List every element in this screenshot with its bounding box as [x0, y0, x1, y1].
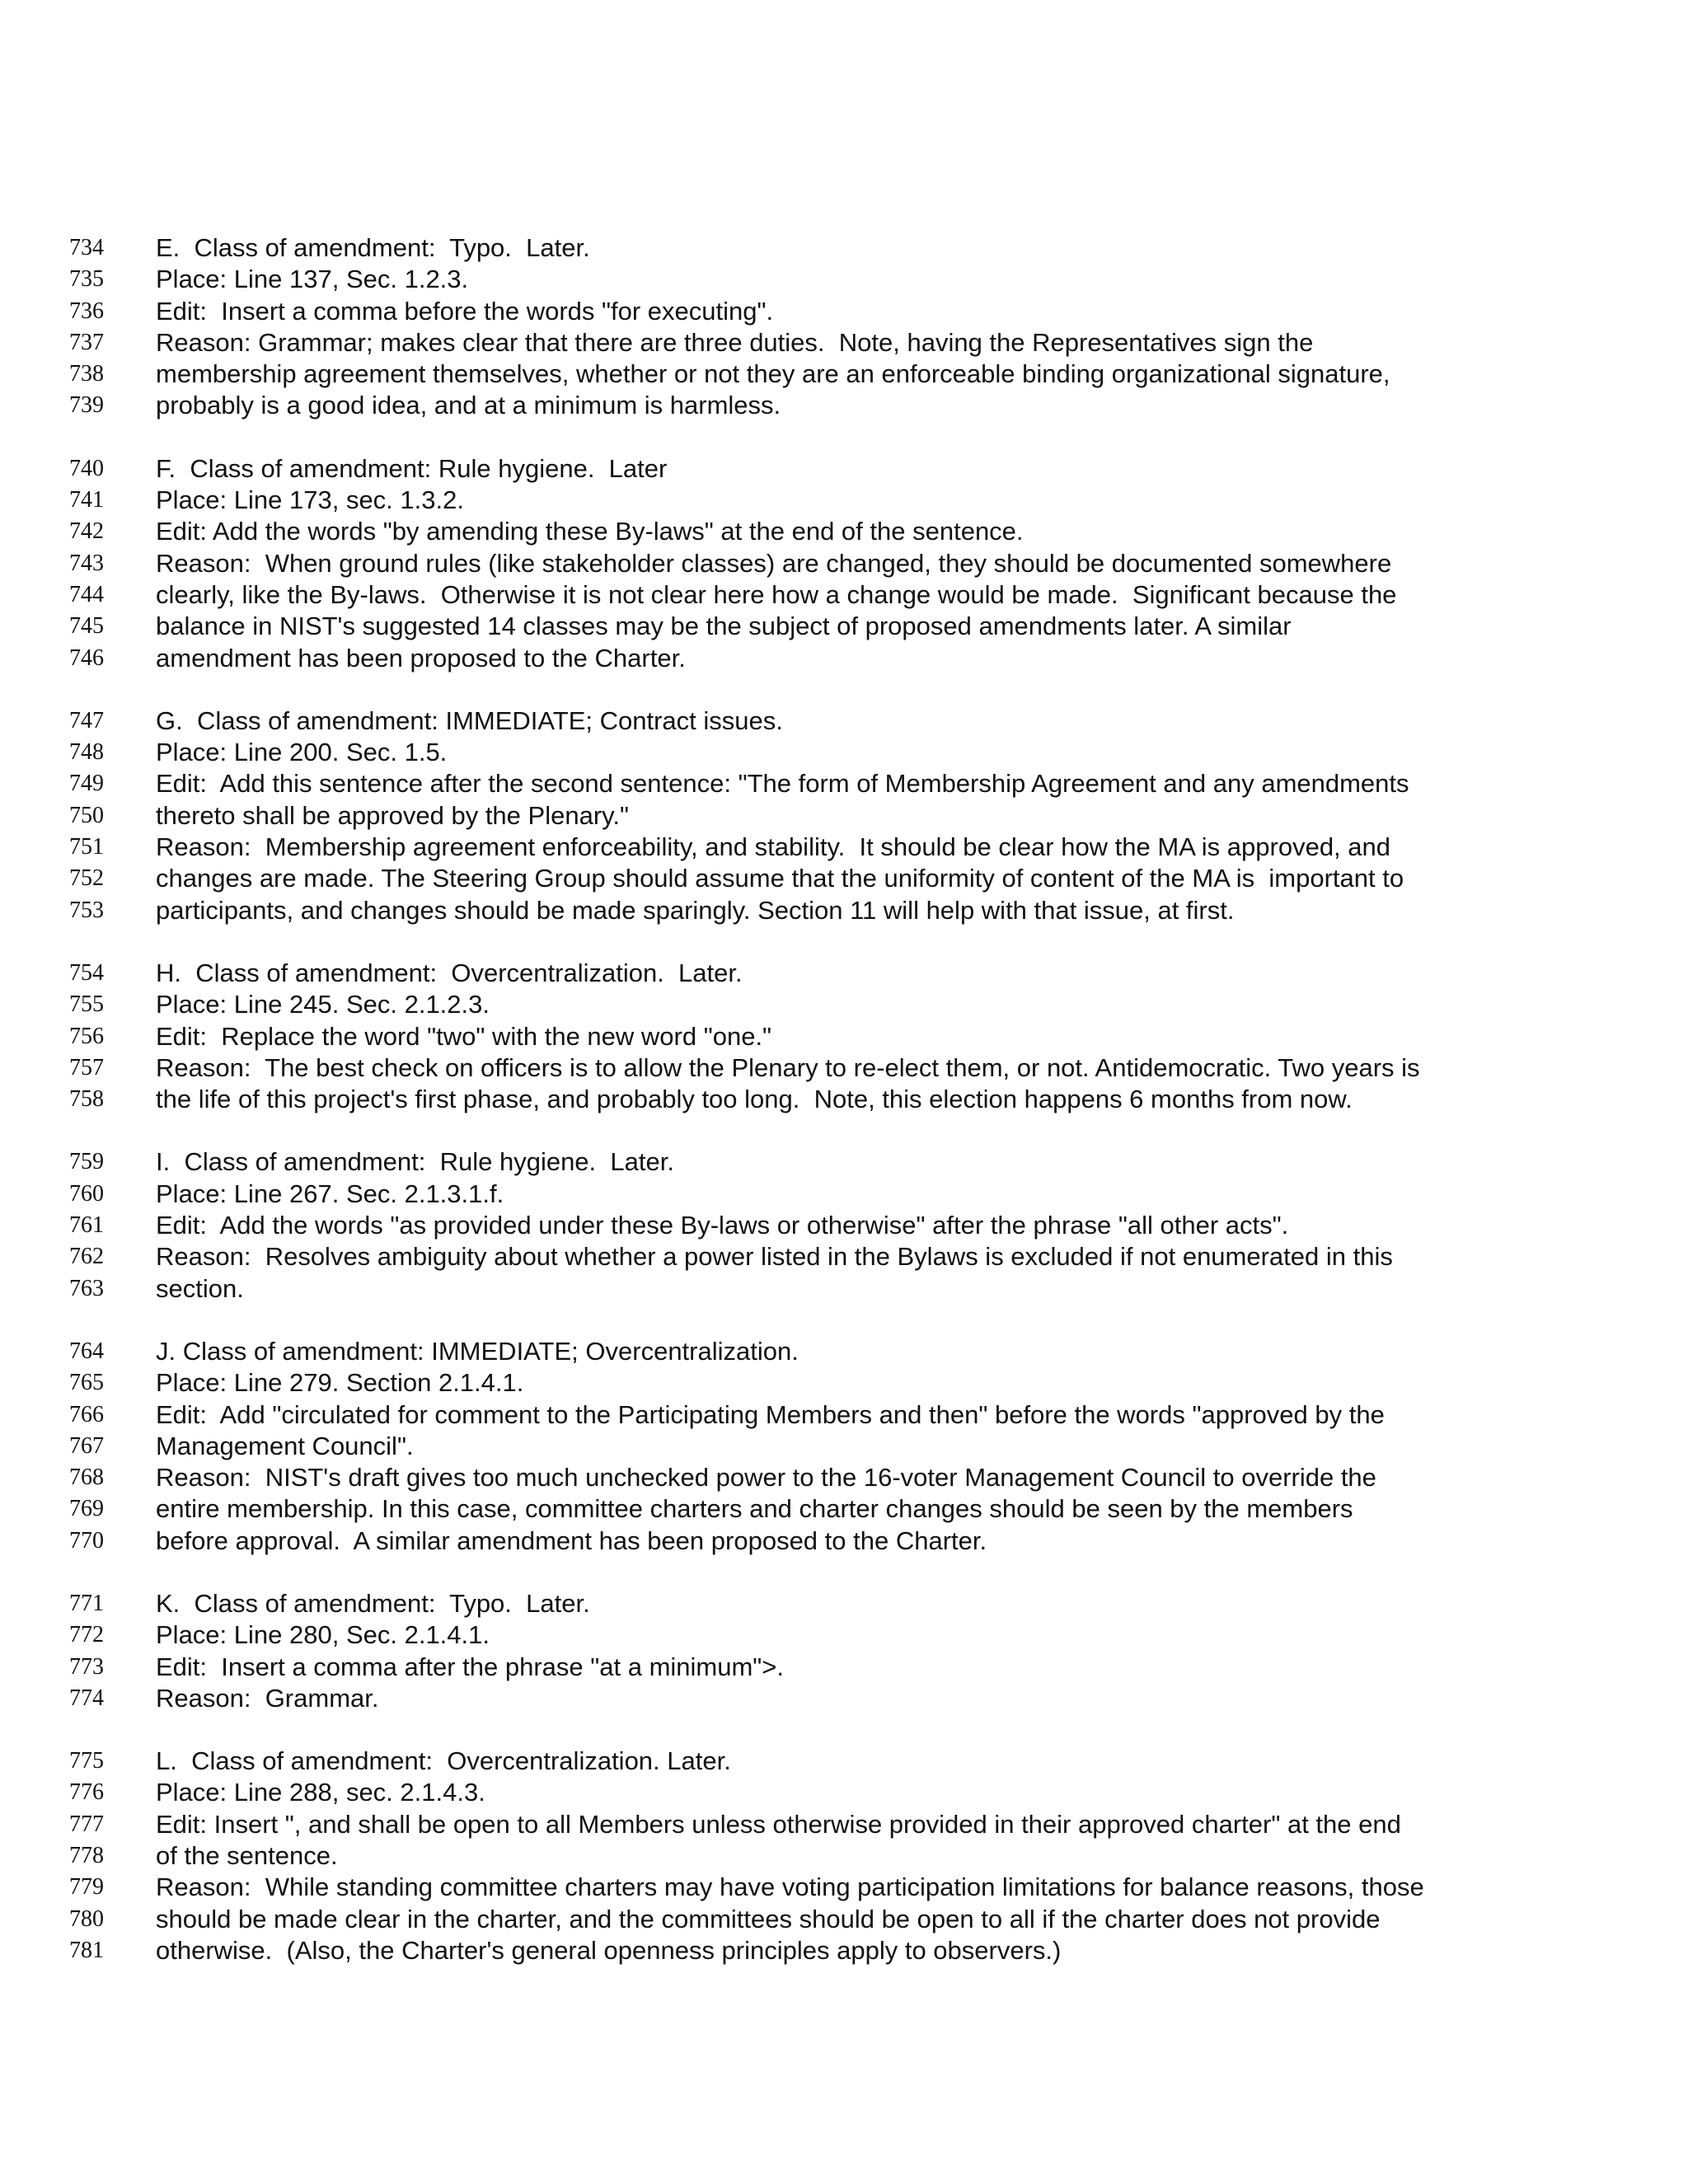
line-text: Place: Line 137, Sec. 1.2.3. [156, 265, 469, 294]
line-text: section. [156, 1273, 244, 1303]
line-text: Place: Line 280, Sec. 2.1.4.1. [156, 1620, 490, 1650]
line-number: 779 [69, 1874, 104, 1900]
line-text: Place: Line 173, sec. 1.3.2. [156, 485, 464, 515]
line-text: Edit: Insert ", and shall be open to all Members unless otherwise provided in their approved charter" at the end [156, 1809, 1401, 1839]
line-number: 734 [69, 235, 104, 260]
text-line [0, 832, 1688, 863]
line-text: of the sentence. [156, 1841, 338, 1871]
line-text: before approval. A similar amendment has been proposed to the Charter. [156, 1526, 987, 1555]
text-line [0, 1052, 1688, 1084]
text-line [0, 1777, 1688, 1808]
line-number: 736 [69, 298, 104, 324]
line-text: otherwise. (Also, the Charter's general openness principles apply to observers.) [156, 1935, 1062, 1965]
text-line [0, 643, 1688, 674]
text-line [0, 1431, 1688, 1462]
line-number: 747 [69, 707, 104, 733]
line-text: Reason: When ground rules (like stakeholder classes) are changed, they should be documented somewhere [156, 548, 1392, 578]
text-line [0, 1746, 1688, 1777]
line-text: Reason: Grammar; makes clear that there are three duties. Note, having the Representatives sign the [156, 327, 1314, 357]
text-line [0, 1021, 1688, 1052]
line-number: 742 [69, 518, 104, 545]
line-text: Reason: Grammar. [156, 1683, 379, 1713]
text-line [0, 1872, 1688, 1903]
text-line [0, 296, 1688, 327]
text-line [0, 453, 1688, 485]
line-number: 739 [69, 392, 104, 419]
line-number: 781 [69, 1937, 104, 1963]
text-line [0, 958, 1688, 989]
line-number: 777 [69, 1811, 104, 1837]
line-text: changes are made. The Steering Group should assume that the uniformity of content of the MA is important to [156, 864, 1404, 893]
line-number: 748 [69, 739, 104, 766]
line-number: 770 [69, 1527, 104, 1554]
line-text: G. Class of amendment: IMMEDIATE; Contract issues. [156, 705, 783, 735]
line-text: Edit: Replace the word "two" with the new word "one." [156, 1021, 772, 1051]
line-text: F. Class of amendment: Rule hygiene. Later [156, 453, 668, 483]
text-line [0, 1241, 1688, 1272]
line-text: L. Class of amendment: Overcentralization. Later. [156, 1746, 731, 1776]
line-number: 780 [69, 1905, 104, 1932]
text-line [0, 989, 1688, 1020]
text-line [0, 1904, 1688, 1935]
line-number: 766 [69, 1401, 104, 1427]
line-text: balance in NIST's suggested 14 classes may be the subject of proposed amendments later. A similar [156, 612, 1292, 641]
line-number: 760 [69, 1180, 104, 1207]
line-text: Edit: Add the words "by amending these By-laws" at the end of the sentence. [156, 517, 1024, 546]
text-line [0, 1084, 1688, 1115]
text-line [0, 1526, 1688, 1557]
line-text: Management Council". [156, 1431, 414, 1460]
line-number: 755 [69, 991, 104, 1018]
line-text: Place: Line 267. Sec. 2.1.3.1.f. [156, 1179, 504, 1208]
line-text: Place: Line 288, sec. 2.1.4.3. [156, 1778, 485, 1807]
line-number: 744 [69, 581, 104, 607]
text-line [0, 1493, 1688, 1525]
line-text: participants, and changes should be made sparingly. Section 11 will help with that issue, at first. [156, 895, 1235, 925]
text-line [0, 232, 1688, 264]
line-number: 771 [69, 1590, 104, 1616]
line-number: 759 [69, 1149, 104, 1175]
line-number: 756 [69, 1023, 104, 1049]
text-line [0, 579, 1688, 611]
line-number: 769 [69, 1496, 104, 1522]
line-number: 761 [69, 1212, 104, 1239]
line-number: 772 [69, 1622, 104, 1648]
text-line [0, 1336, 1688, 1367]
text-line [0, 1683, 1688, 1714]
amendment-block [0, 1588, 1688, 1714]
line-number: 735 [69, 266, 104, 293]
line-number: 765 [69, 1370, 104, 1396]
line-number: 750 [69, 802, 104, 828]
line-number: 768 [69, 1465, 104, 1491]
document-body [0, 232, 1688, 1998]
line-number: 757 [69, 1054, 104, 1080]
line-number: 746 [69, 644, 104, 671]
line-number: 751 [69, 834, 104, 860]
text-line [0, 611, 1688, 642]
text-line [0, 1809, 1688, 1840]
text-line [0, 1179, 1688, 1210]
text-line [0, 800, 1688, 832]
text-line [0, 1652, 1688, 1683]
text-line [0, 359, 1688, 390]
text-line [0, 1210, 1688, 1241]
line-text: amendment has been proposed to the Charter. [156, 643, 686, 673]
amendment-block [0, 453, 1688, 674]
amendment-block [0, 232, 1688, 422]
line-number: 762 [69, 1244, 104, 1270]
line-text: Reason: Membership agreement enforceability, and stability. It should be clear how the MA is approved, and [156, 832, 1391, 862]
line-text: membership agreement themselves, whether or not they are an enforceable binding organizational signature, [156, 359, 1390, 389]
text-line [0, 705, 1688, 737]
text-line [0, 737, 1688, 768]
line-number: 767 [69, 1432, 104, 1459]
line-number: 775 [69, 1748, 104, 1774]
line-number: 752 [69, 865, 104, 892]
text-line [0, 1367, 1688, 1399]
amendment-block [0, 958, 1688, 1115]
line-text: thereto shall be approved by the Plenary." [156, 800, 629, 830]
text-line [0, 390, 1688, 421]
line-text: the life of this project's first phase, and probably too long. Note, this election happens 6 months from now. [156, 1085, 1353, 1114]
line-text: Edit: Add this sentence after the second sentence: "The form of Membership Agreement and any amendments [156, 769, 1409, 799]
line-number: 763 [69, 1275, 104, 1301]
line-number: 741 [69, 487, 104, 513]
line-number: 749 [69, 771, 104, 797]
text-line [0, 768, 1688, 799]
line-text: Edit: Add "circulated for comment to the Participating Members and then" before the words "approved by the [156, 1399, 1385, 1429]
line-number: 774 [69, 1685, 104, 1711]
text-line [0, 1935, 1688, 1966]
line-text: E. Class of amendment: Typo. Later. [156, 233, 590, 262]
text-line [0, 1840, 1688, 1872]
line-number: 754 [69, 959, 104, 986]
line-text: Reason: The best check on officers is to allow the Plenary to re-elect them, or not. Antidemocratic. Two years is [156, 1052, 1420, 1082]
line-number: 745 [69, 613, 104, 640]
amendment-block [0, 1146, 1688, 1304]
line-text: Place: Line 200. Sec. 1.5. [156, 738, 448, 767]
amendment-block [0, 1336, 1688, 1557]
line-number: 776 [69, 1779, 104, 1806]
line-text: Reason: Resolves ambiguity about whether a power listed in the Bylaws is excluded if not enumerated in this [156, 1242, 1393, 1272]
line-number: 738 [69, 361, 104, 387]
text-line [0, 327, 1688, 359]
line-text: Place: Line 245. Sec. 2.1.2.3. [156, 990, 490, 1019]
line-number: 753 [69, 897, 104, 923]
line-number: 764 [69, 1338, 104, 1364]
text-line [0, 485, 1688, 516]
line-text: Edit: Insert a comma before the words "for executing". [156, 296, 774, 326]
line-text: K. Class of amendment: Typo. Later. [156, 1588, 590, 1618]
line-number: 758 [69, 1086, 104, 1113]
amendment-block [0, 1746, 1688, 1966]
text-line [0, 264, 1688, 295]
text-line [0, 895, 1688, 926]
line-text: should be made clear in the charter, and the committees should be open to all if the charter does not provide [156, 1904, 1381, 1933]
line-text: I. Class of amendment: Rule hygiene. Later. [156, 1147, 674, 1177]
text-line [0, 1146, 1688, 1178]
line-text: J. Class of amendment: IMMEDIATE; Overcentralization. [156, 1336, 799, 1366]
text-line [0, 516, 1688, 547]
line-text: entire membership. In this case, committee charters and charter changes should be seen by the members [156, 1494, 1353, 1524]
line-text: Edit: Insert a comma after the phrase "at a minimum">. [156, 1652, 785, 1681]
text-line [0, 1273, 1688, 1305]
line-text: probably is a good idea, and at a minimum is harmless. [156, 391, 781, 420]
line-number: 740 [69, 455, 104, 481]
text-line [0, 1399, 1688, 1431]
line-number: 737 [69, 329, 104, 355]
text-line [0, 1462, 1688, 1493]
line-text: Place: Line 279. Section 2.1.4.1. [156, 1368, 524, 1398]
amendment-block [0, 705, 1688, 926]
text-line [0, 863, 1688, 894]
text-line [0, 548, 1688, 579]
line-text: clearly, like the By-laws. Otherwise it is not clear here how a change would be made. Significant because the [156, 579, 1397, 609]
line-number: 778 [69, 1843, 104, 1869]
line-text: Edit: Add the words "as provided under these By-laws or otherwise" after the phrase "all other acts". [156, 1211, 1289, 1240]
line-text: Reason: NIST's draft gives too much unchecked power to the 16-voter Management Council to override the [156, 1463, 1376, 1493]
line-number: 773 [69, 1653, 104, 1680]
text-line [0, 1619, 1688, 1651]
text-line [0, 1588, 1688, 1619]
line-text: H. Class of amendment: Overcentralization. Later. [156, 958, 743, 987]
line-number: 743 [69, 550, 104, 576]
line-text: Reason: While standing committee charters may have voting participation limitations for balance reasons, those [156, 1872, 1424, 1902]
